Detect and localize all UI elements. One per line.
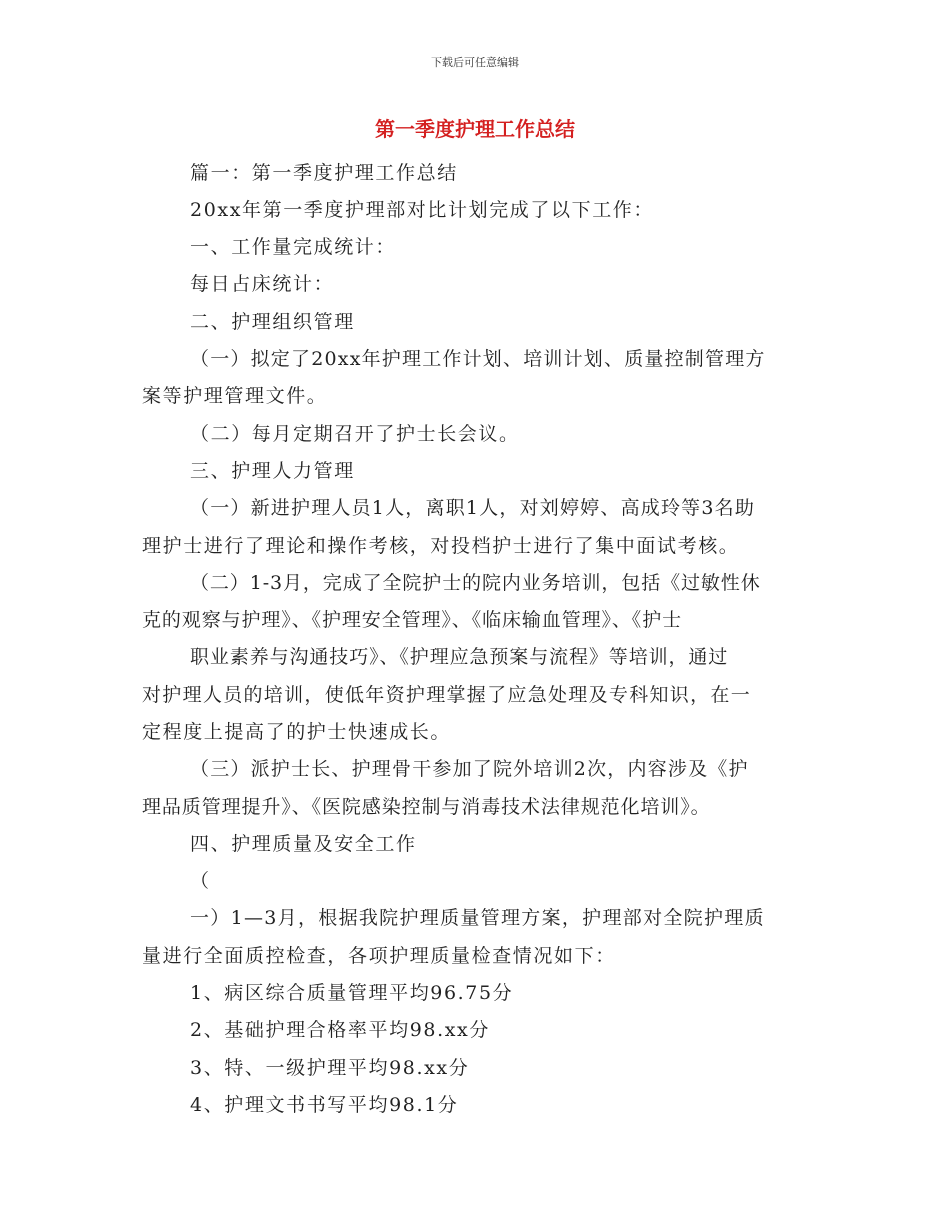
list-item: 3、特、一级护理平均98.xx分 <box>190 1057 470 1079</box>
page-header: 下载后可任意编辑 <box>431 56 519 69</box>
paragraph-line: （一）新进护理人员1人，离职1人，对刘婷婷、高成玲等3名助 <box>190 497 756 519</box>
paragraph-line: （三）派护士长、护理骨干参加了院外培训2次，内容涉及《护 <box>190 758 749 780</box>
list-item: 2、基础护理合格率平均98.xx分 <box>190 1019 490 1041</box>
paragraph-line: 篇一：第一季度护理工作总结 <box>190 162 458 184</box>
paragraph-line: 定程度上提高了的护士快速成长。 <box>142 721 452 743</box>
list-item: 4、护理文书书写平均98.1分 <box>190 1094 459 1116</box>
paragraph-line: 20xx年第一季度护理部对比计划完成了以下工作： <box>190 199 655 221</box>
paragraph-line: 案等护理管理文件。 <box>142 385 328 407</box>
paragraph-line: 理品质管理提升》、《医院感染控制与消毒技术法律规范化培训》。 <box>142 796 711 818</box>
paragraph-line: （ <box>190 870 211 892</box>
section-heading: 二、护理组织管理 <box>190 311 355 333</box>
paragraph-line: 量进行全面质控检查，各项护理质量检查情况如下： <box>142 945 616 967</box>
paragraph-line: 每日占床统计： <box>190 273 335 295</box>
paragraph-line: （二）1-3月，完成了全院护士的院内业务培训，包括《过敏性休 <box>190 572 761 594</box>
document-title: 第一季度护理工作总结 <box>375 117 575 141</box>
section-heading: 一、工作量完成统计： <box>190 236 397 258</box>
section-heading: 三、护理人力管理 <box>190 460 355 482</box>
paragraph-line: （二）每月定期召开了护士长会议。 <box>190 423 520 445</box>
list-item: 1、病区综合质量管理平均96.75分 <box>190 982 514 1004</box>
paragraph-line: 克的观察与护理》、《护理安全管理》、《临床输血管理》、《护士 <box>142 609 683 631</box>
paragraph-line: 理护士进行了理论和操作考核，对投档护士进行了集中面试考核。 <box>142 535 740 557</box>
paragraph-line: （一）拟定了20xx年护理工作计划、培训计划、质量控制管理方 <box>190 348 766 370</box>
paragraph-line: 一）1—3月，根据我院护理质量管理方案，护理部对全院护理质 <box>190 907 765 929</box>
section-heading: 四、护理质量及安全工作 <box>190 833 417 855</box>
paragraph-line: 职业素养与沟通技巧》、《护理应急预案与流程》等培训，通过 <box>190 646 729 668</box>
paragraph-line: 对护理人员的培训，使低年资护理掌握了应急处理及专科知识，在一 <box>142 684 752 706</box>
